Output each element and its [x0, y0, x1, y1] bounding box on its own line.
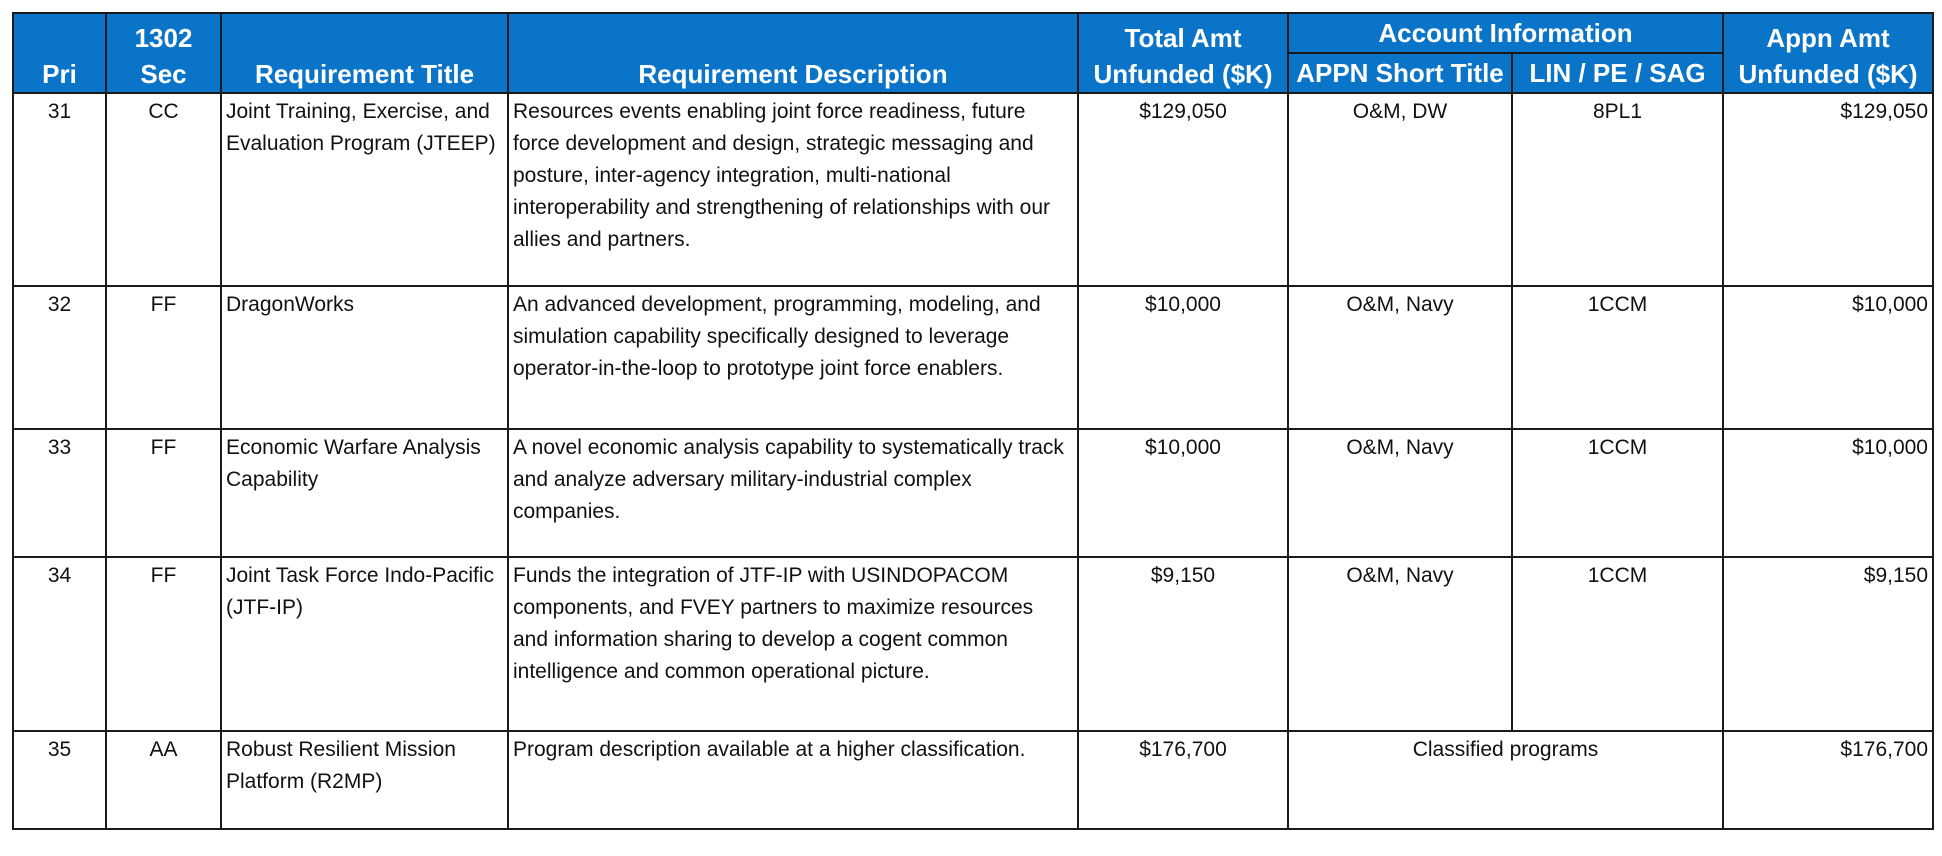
header-account-information-label: Account Information: [1378, 18, 1633, 48]
cell-sec: FF: [106, 557, 221, 731]
cell-appn-short: O&M, Navy: [1288, 286, 1512, 429]
cell-appn-amt: $10,000: [1723, 286, 1933, 429]
table-body: [13, 93, 1933, 829]
cell-title: Economic Warfare Analysis Capability: [221, 429, 508, 557]
cell-description: Resources events enabling joint force readiness, future force development and design, strategic messaging and posture, inter-agency integration, multi-national interoperability and strengthening of relationships with our allies and partners.: [508, 93, 1078, 286]
cell-total: $10,000: [1078, 429, 1288, 557]
cell-sec: FF: [106, 286, 221, 429]
cell-pri: 32: [13, 286, 106, 429]
header-appn-amt-bottom: Unfunded ($K): [1738, 59, 1918, 89]
header-requirement-description-label: Requirement Description: [638, 59, 948, 89]
header-account-information: [1288, 13, 1723, 53]
cell-pri: 34: [13, 557, 106, 731]
header-appn-amt-top: Appn Amt: [1766, 23, 1890, 53]
cell-account-merged: Classified programs: [1288, 731, 1723, 829]
cell-title: Robust Resilient Mission Platform (R2MP): [221, 731, 508, 829]
unfunded-requirements-table: [12, 12, 1934, 830]
cell-sec: AA: [106, 731, 221, 829]
header-lin-pe-sag-label: LIN / PE / SAG: [1529, 58, 1706, 88]
header-appn-amt: [1723, 13, 1933, 93]
cell-appn-short: O&M, Navy: [1288, 429, 1512, 557]
cell-title: Joint Task Force Indo-Pacific (JTF-IP): [221, 557, 508, 731]
table-header: [13, 13, 1933, 93]
cell-total: $10,000: [1078, 286, 1288, 429]
table-row: [13, 731, 1933, 829]
cell-total: $9,150: [1078, 557, 1288, 731]
table-row: [13, 557, 1933, 731]
cell-appn-amt: $129,050: [1723, 93, 1933, 286]
cell-lin: 1CCM: [1512, 429, 1723, 557]
header-pri-label: Pri: [42, 59, 77, 89]
header-appn-short-title: [1288, 53, 1512, 93]
cell-sec: CC: [106, 93, 221, 286]
header-sec: [106, 13, 221, 93]
cell-description: An advanced development, programming, modeling, and simulation capability specifically designed to leverage operator-in-the-loop to prototype joint force enablers.: [508, 286, 1078, 429]
cell-appn-amt: $10,000: [1723, 429, 1933, 557]
header-total-top: Total Amt: [1124, 23, 1242, 53]
cell-lin: 1CCM: [1512, 557, 1723, 731]
cell-description: Program description available at a higher classification.: [508, 731, 1078, 829]
header-pri: [13, 13, 106, 93]
cell-title: DragonWorks: [221, 286, 508, 429]
cell-lin: 1CCM: [1512, 286, 1723, 429]
table-row: [13, 429, 1933, 557]
header-sec-bottom: Sec: [140, 59, 187, 89]
table-row: [13, 286, 1933, 429]
header-appn-short-title-label: APPN Short Title: [1296, 58, 1504, 88]
cell-sec: FF: [106, 429, 221, 557]
cell-total: $176,700: [1078, 731, 1288, 829]
cell-total: $129,050: [1078, 93, 1288, 286]
header-requirement-title-label: Requirement Title: [254, 59, 475, 89]
cell-title: Joint Training, Exercise, and Evaluation Program (JTEEP): [221, 93, 508, 286]
header-total-amt: [1078, 13, 1288, 93]
cell-appn-amt: $176,700: [1723, 731, 1933, 829]
header-lin-pe-sag: [1512, 53, 1723, 93]
table-row: [13, 93, 1933, 286]
cell-description: Funds the integration of JTF-IP with USINDOPACOM components, and FVEY partners to maximize resources and information sharing to develop a cogent common intelligence and common operational picture.: [508, 557, 1078, 731]
header-sec-top: 1302: [134, 23, 193, 53]
header-requirement-title: [221, 13, 508, 93]
cell-pri: 33: [13, 429, 106, 557]
cell-pri: 31: [13, 93, 106, 286]
header-requirement-description: [508, 13, 1078, 93]
cell-description: A novel economic analysis capability to systematically track and analyze adversary military-industrial complex companies.: [508, 429, 1078, 557]
cell-appn-short: O&M, Navy: [1288, 557, 1512, 731]
cell-pri: 35: [13, 731, 106, 829]
header-total-bottom: Unfunded ($K): [1093, 59, 1273, 89]
cell-appn-amt: $9,150: [1723, 557, 1933, 731]
cell-appn-short: O&M, DW: [1288, 93, 1512, 286]
cell-lin: 8PL1: [1512, 93, 1723, 286]
